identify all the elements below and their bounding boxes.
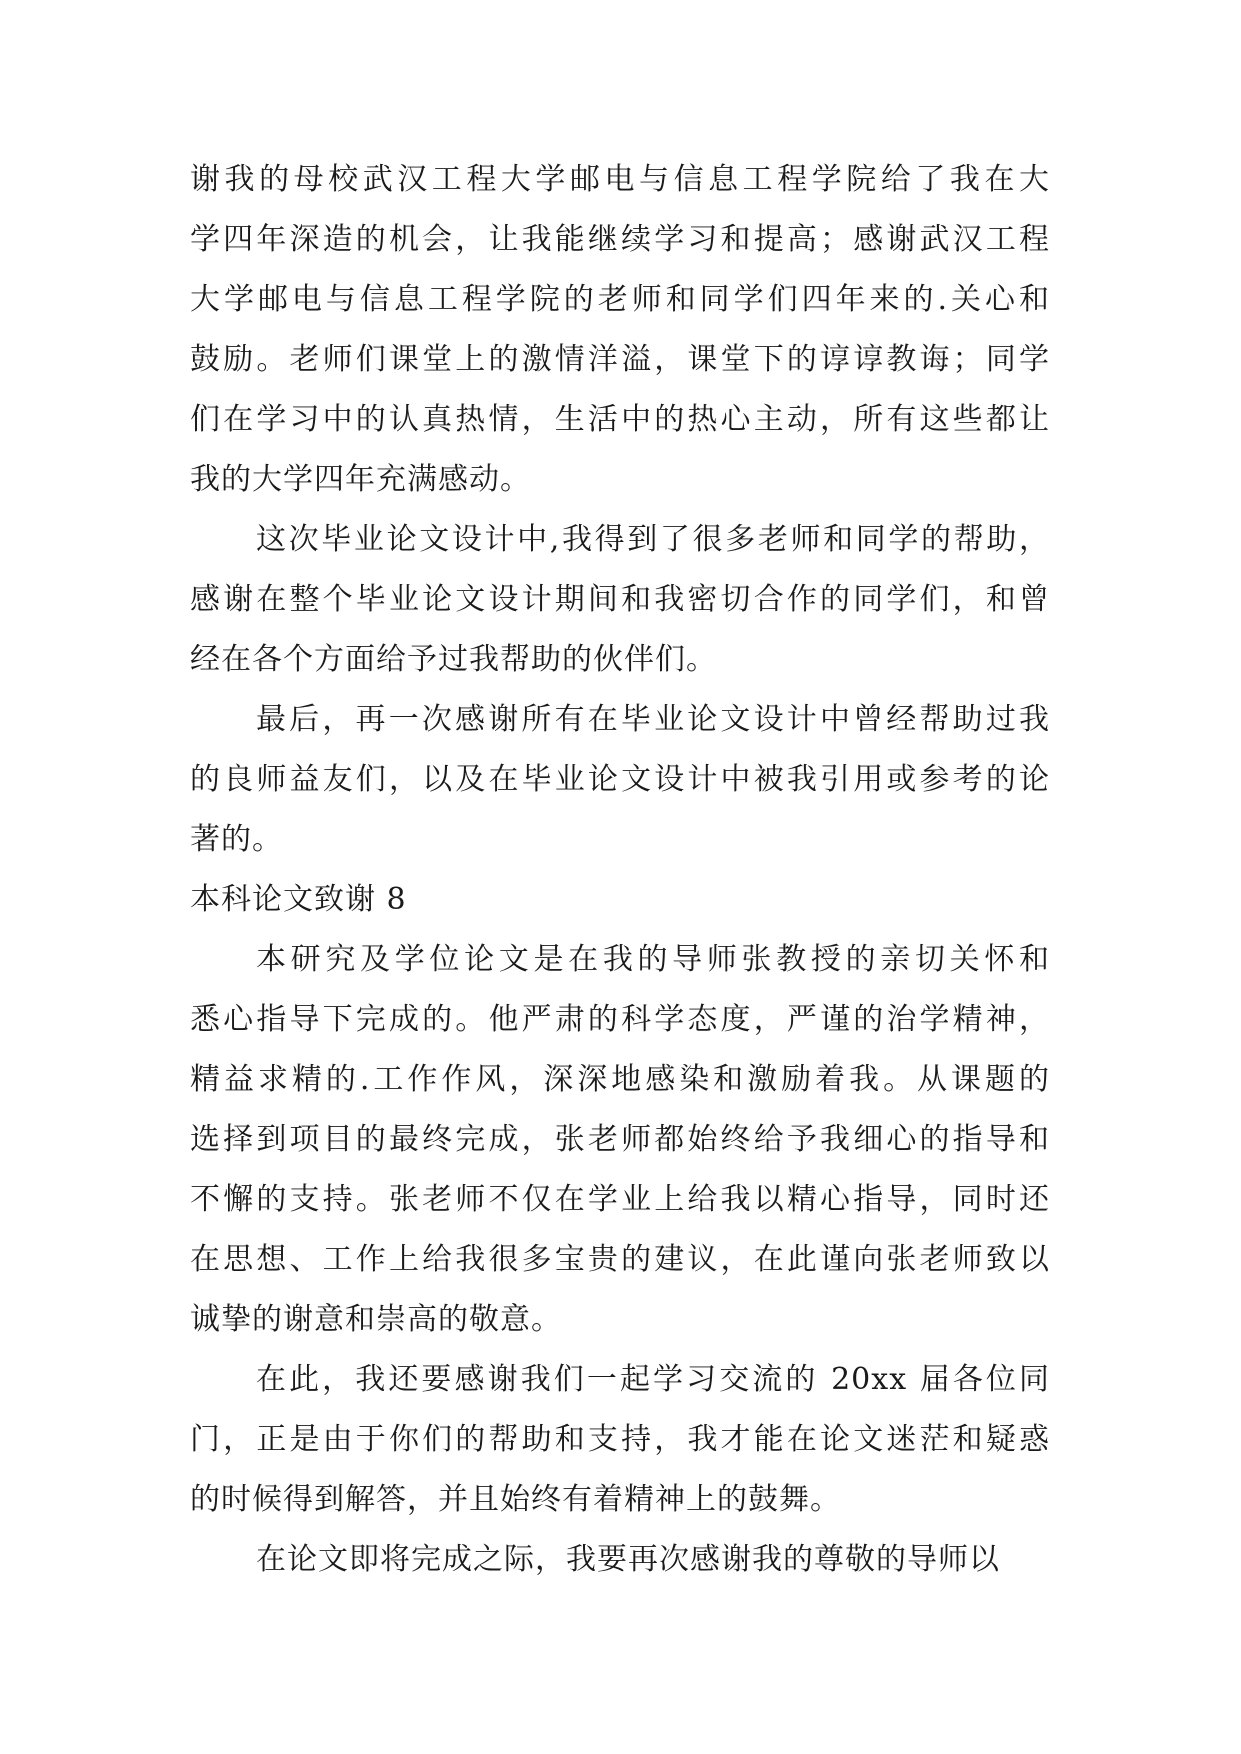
text-line: 感谢在整个毕业论文设计期间和我密切合作的同学们，和曾 [190,582,1050,617]
text-line: 谢我的母校武汉工程大学邮电与信息工程学院给了我在大 [190,162,1050,197]
text-line: 门，正是由于你们的帮助和支持，我才能在论文迷茫和疑惑 [190,1422,1050,1457]
text-line: 鼓励。老师们课堂上的激情洋溢，课堂下的谆谆教诲；同学 [190,342,1050,377]
paragraph [190,690,1050,870]
text-line: 本研究及学位论文是在我的导师张教授的亲切关怀和 [256,942,1050,977]
text-line: 在此，我还要感谢我们一起学习交流的 20xx 届各位同 [256,1362,1050,1397]
paragraph [190,1530,1050,1590]
text-line: 在思想、工作上给我很多宝贵的建议，在此谨向张老师致以 [190,1242,1050,1277]
paragraph [190,1350,1050,1530]
section-heading: 本科论文致谢 8 [190,882,407,917]
text-line: 的时候得到解答，并且始终有着精神上的鼓舞。 [190,1482,841,1517]
paragraph [190,150,1050,510]
text-line: 在论文即将完成之际，我要再次感谢我的尊敬的导师以 [256,1542,1000,1577]
text-line: 选择到项目的最终完成，张老师都始终给予我细心的指导和 [190,1122,1050,1157]
text-line: 悉心指导下完成的。他严肃的科学态度，严谨的治学精神， [190,1002,1050,1037]
text-line: 经在各个方面给予过我帮助的伙伴们。 [190,642,717,677]
text-line: 著的。 [190,822,283,857]
document-body [190,150,1050,1590]
text-line: 精益求精的.工作作风，深深地感染和激励着我。从课题的 [190,1062,1050,1097]
text-line: 们在学习中的认真热情，生活中的热心主动，所有这些都让 [190,402,1050,437]
paragraph [190,930,1050,1350]
text-line: 学四年深造的机会，让我能继续学习和提高；感谢武汉工程 [190,222,1050,257]
text-line: 的良师益友们，以及在毕业论文设计中被我引用或参考的论 [190,762,1050,797]
text-line: 我的大学四年充满感动。 [190,462,531,497]
text-line: 不懈的支持。张老师不仅在学业上给我以精心指导，同时还 [190,1182,1050,1217]
text-line: 这次毕业论文设计中,我得到了很多老师和同学的帮助， [256,522,1050,557]
text-line: 诚挚的谢意和崇高的敬意。 [190,1302,562,1337]
paragraph [190,510,1050,690]
text-line: 最后，再一次感谢所有在毕业论文设计中曾经帮助过我 [256,702,1050,737]
text-line: 大学邮电与信息工程学院的老师和同学们四年来的.关心和 [190,282,1050,317]
